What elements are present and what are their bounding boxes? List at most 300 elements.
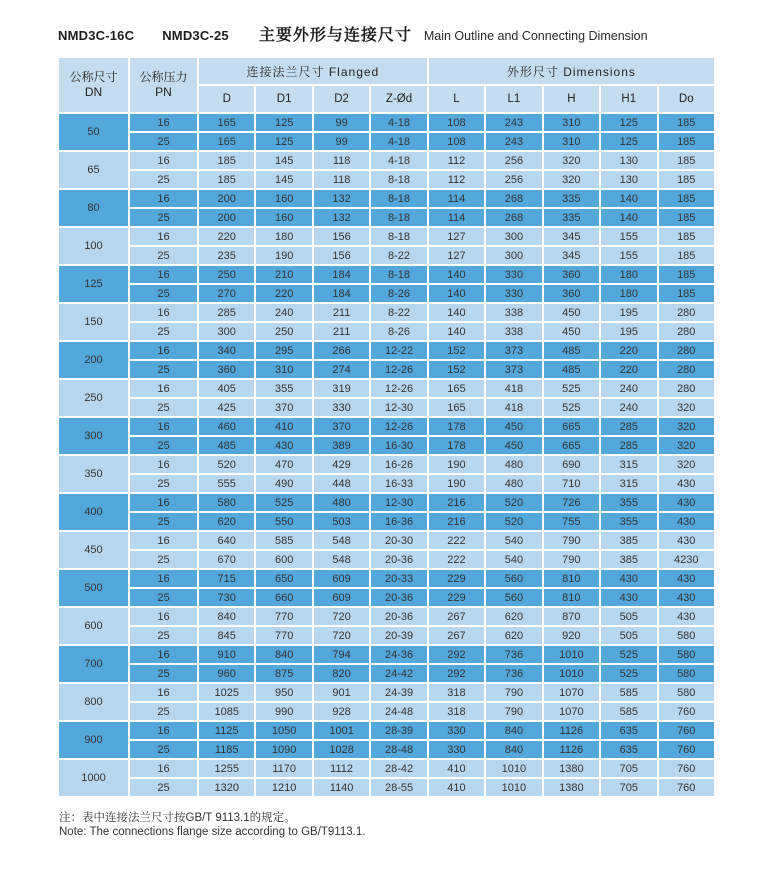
value-cell: 609 [314,589,369,606]
value-cell: 185 [659,209,715,226]
value-cell: 24-48 [371,703,426,720]
value-cell: 125 [256,133,311,150]
footnote-chinese: 注：表中连接法兰尺寸按GB/T 9113.1的规定。 [59,812,296,824]
pn-cell: 16 [130,190,197,207]
value-cell: 580 [659,646,715,663]
value-cell: 1001 [314,722,369,739]
pn-cell: 16 [130,494,197,511]
value-cell: 609 [314,570,369,587]
value-cell: 185 [659,114,715,131]
value-cell: 840 [486,741,541,758]
value-cell: 480 [314,494,369,511]
value-cell: 320 [544,152,599,169]
value-cell: 640 [199,532,254,549]
value-cell: 726 [544,494,599,511]
value-cell: 185 [659,228,715,245]
value-cell: 1255 [199,760,254,777]
value-cell: 211 [314,323,369,340]
footnote [59,811,365,839]
table-row [59,114,714,131]
value-cell: 140 [429,323,484,340]
dn-cell: 200 [59,342,128,378]
value-cell: 790 [544,551,599,568]
value-cell: 28-48 [371,741,426,758]
value-cell: 585 [601,703,656,720]
pn-cell: 25 [130,703,197,720]
dn-cell: 1000 [59,760,128,796]
value-cell: 355 [601,494,656,511]
value-cell: 4230 [659,551,715,568]
value-cell: 114 [429,190,484,207]
model-code-2: NMD3C-25 [162,28,229,43]
value-cell: 840 [256,646,311,663]
dn-cell: 900 [59,722,128,758]
table-row [59,551,714,568]
value-cell: 340 [199,342,254,359]
value-cell: 280 [659,304,715,321]
value-cell: 540 [486,532,541,549]
value-cell: 410 [256,418,311,435]
dn-header-cn: 公称尺寸 [69,70,118,84]
value-cell: 250 [256,323,311,340]
value-cell: 16-26 [371,456,426,473]
value-cell: 256 [486,171,541,188]
value-cell: 665 [544,437,599,454]
table-row [59,570,714,587]
value-cell: 760 [659,779,715,796]
value-cell: 1112 [314,760,369,777]
pn-cell: 16 [130,228,197,245]
pn-cell: 25 [130,627,197,644]
value-cell: 185 [659,190,715,207]
value-cell: 335 [544,190,599,207]
value-cell: 20-36 [371,608,426,625]
value-cell: 24-39 [371,684,426,701]
table-row [59,475,714,492]
dn-cell: 150 [59,304,128,340]
value-cell: 180 [256,228,311,245]
table-row [59,741,714,758]
table-row [59,266,714,283]
value-cell: 125 [601,114,656,131]
value-cell: 268 [486,209,541,226]
table-row [59,190,714,207]
value-cell: 8-22 [371,304,426,321]
value-cell: 1070 [544,703,599,720]
value-cell: 760 [659,741,715,758]
value-cell: 315 [601,475,656,492]
value-cell: 220 [199,228,254,245]
value-cell: 155 [601,228,656,245]
value-cell: 156 [314,247,369,264]
value-cell: 1210 [256,779,311,796]
value-cell: 330 [429,722,484,739]
value-cell: 24-42 [371,665,426,682]
dn-cell: 600 [59,608,128,644]
model-code-1: NMD3C-16C [58,28,135,43]
value-cell: 300 [486,247,541,264]
column-header-l1: L1 [486,86,541,112]
pn-cell: 16 [130,532,197,549]
value-cell: 295 [256,342,311,359]
value-cell: 720 [314,627,369,644]
value-cell: 211 [314,304,369,321]
value-cell: 320 [659,399,715,416]
value-cell: 12-30 [371,494,426,511]
value-cell: 274 [314,361,369,378]
value-cell: 130 [601,171,656,188]
value-cell: 360 [199,361,254,378]
pn-cell: 25 [130,133,197,150]
pn-cell: 16 [130,456,197,473]
pn-cell: 25 [130,437,197,454]
value-cell: 16-33 [371,475,426,492]
value-cell: 112 [429,152,484,169]
column-header-h: H [544,86,599,112]
value-cell: 240 [601,399,656,416]
value-cell: 114 [429,209,484,226]
pn-cell: 25 [130,323,197,340]
pn-cell: 25 [130,475,197,492]
table-row [59,589,714,606]
value-cell: 266 [314,342,369,359]
value-cell: 156 [314,228,369,245]
table-row [59,380,714,397]
value-cell: 360 [544,266,599,283]
value-cell: 270 [199,285,254,302]
value-cell: 20-36 [371,589,426,606]
pn-cell: 25 [130,399,197,416]
value-cell: 315 [601,456,656,473]
value-cell: 267 [429,627,484,644]
value-cell: 165 [199,114,254,131]
table-row [59,133,714,150]
dn-cell: 700 [59,646,128,682]
value-cell: 1028 [314,741,369,758]
value-cell: 145 [256,171,311,188]
column-group-flanged: 连接法兰尺寸 Flanged [199,58,427,84]
value-cell: 320 [659,418,715,435]
value-cell: 318 [429,684,484,701]
table-row [59,703,714,720]
value-cell: 901 [314,684,369,701]
value-cell: 285 [601,418,656,435]
table-row [59,779,714,796]
value-cell: 810 [544,589,599,606]
value-cell: 285 [601,437,656,454]
pn-cell: 16 [130,722,197,739]
value-cell: 155 [601,247,656,264]
value-cell: 8-18 [371,228,426,245]
table-row [59,361,714,378]
table-row [59,627,714,644]
pn-cell: 25 [130,285,197,302]
value-cell: 430 [659,475,715,492]
column-header-d1: D1 [256,86,311,112]
value-cell: 430 [659,494,715,511]
value-cell: 222 [429,551,484,568]
value-cell: 180 [601,285,656,302]
value-cell: 770 [256,627,311,644]
table-row [59,494,714,511]
value-cell: 670 [199,551,254,568]
value-cell: 178 [429,437,484,454]
pn-header-en: PN [155,85,172,99]
value-cell: 485 [544,361,599,378]
value-cell: 300 [199,323,254,340]
column-header-dn [59,58,128,112]
table-row [59,532,714,549]
value-cell: 635 [601,722,656,739]
value-cell: 840 [199,608,254,625]
table-row [59,722,714,739]
value-cell: 20-36 [371,551,426,568]
value-cell: 210 [256,266,311,283]
value-cell: 280 [659,380,715,397]
value-cell: 620 [486,627,541,644]
value-cell: 1050 [256,722,311,739]
value-cell: 373 [486,361,541,378]
value-cell: 540 [486,551,541,568]
value-cell: 8-18 [371,266,426,283]
pn-cell: 16 [130,646,197,663]
value-cell: 760 [659,703,715,720]
value-cell: 620 [199,513,254,530]
value-cell: 470 [256,456,311,473]
value-cell: 690 [544,456,599,473]
value-cell: 875 [256,665,311,682]
value-cell: 1010 [544,665,599,682]
value-cell: 425 [199,399,254,416]
value-cell: 310 [256,361,311,378]
value-cell: 790 [486,684,541,701]
value-cell: 960 [199,665,254,682]
value-cell: 240 [256,304,311,321]
value-cell: 485 [199,437,254,454]
value-cell: 820 [314,665,369,682]
value-cell: 1126 [544,722,599,739]
value-cell: 178 [429,418,484,435]
dn-cell: 500 [59,570,128,606]
table-row [59,456,714,473]
value-cell: 755 [544,513,599,530]
table-row [59,285,714,302]
value-cell: 1170 [256,760,311,777]
value-cell: 318 [429,703,484,720]
value-cell: 600 [256,551,311,568]
value-cell: 950 [256,684,311,701]
value-cell: 430 [659,608,715,625]
table-row [59,684,714,701]
value-cell: 635 [601,741,656,758]
value-cell: 12-26 [371,361,426,378]
footnote-english: Note: The connections flange size according to GB/T9113.1. [59,826,366,838]
value-cell: 480 [486,456,541,473]
value-cell: 229 [429,589,484,606]
value-cell: 330 [429,741,484,758]
value-cell: 1090 [256,741,311,758]
value-cell: 389 [314,437,369,454]
dn-cell: 125 [59,266,128,302]
value-cell: 430 [601,570,656,587]
table-body [59,114,714,796]
table-row [59,342,714,359]
table-row [59,304,714,321]
table-row [59,228,714,245]
value-cell: 548 [314,551,369,568]
value-cell: 229 [429,570,484,587]
value-cell: 760 [659,722,715,739]
column-header-l: L [429,86,484,112]
column-header-do: Do [659,86,715,112]
value-cell: 555 [199,475,254,492]
value-cell: 216 [429,513,484,530]
title-chinese: 主要外形与连接尺寸 [258,27,412,44]
value-cell: 580 [659,684,715,701]
value-cell: 560 [486,570,541,587]
value-cell: 320 [659,437,715,454]
value-cell: 235 [199,247,254,264]
value-cell: 548 [314,532,369,549]
pn-cell: 25 [130,741,197,758]
value-cell: 330 [486,285,541,302]
value-cell: 190 [256,247,311,264]
value-cell: 1380 [544,779,599,796]
column-header-pn [130,58,197,112]
value-cell: 8-18 [371,209,426,226]
value-cell: 165 [199,133,254,150]
value-cell: 185 [659,133,715,150]
column-header-zod: Z-Ød [371,86,426,112]
value-cell: 520 [486,513,541,530]
value-cell: 450 [544,323,599,340]
page-title [58,22,648,45]
value-cell: 195 [601,323,656,340]
column-group-dimensions: 外形尺寸 Dimensions [429,58,714,84]
value-cell: 200 [199,209,254,226]
value-cell: 140 [601,190,656,207]
column-header-d: D [199,86,254,112]
pn-cell: 25 [130,171,197,188]
table-row [59,171,714,188]
dn-cell: 400 [59,494,128,530]
value-cell: 152 [429,342,484,359]
value-cell: 1380 [544,760,599,777]
value-cell: 256 [486,152,541,169]
value-cell: 1126 [544,741,599,758]
value-cell: 335 [544,209,599,226]
value-cell: 99 [314,133,369,150]
value-cell: 185 [199,171,254,188]
value-cell: 243 [486,114,541,131]
value-cell: 220 [256,285,311,302]
value-cell: 112 [429,171,484,188]
value-cell: 355 [601,513,656,530]
value-cell: 430 [659,570,715,587]
value-cell: 1125 [199,722,254,739]
dn-cell: 80 [59,190,128,226]
value-cell: 430 [659,513,715,530]
value-cell: 185 [659,152,715,169]
dn-cell: 800 [59,684,128,720]
value-cell: 450 [486,437,541,454]
value-cell: 920 [544,627,599,644]
value-cell: 405 [199,380,254,397]
value-cell: 1010 [544,646,599,663]
value-cell: 460 [199,418,254,435]
value-cell: 140 [429,304,484,321]
value-cell: 108 [429,133,484,150]
value-cell: 928 [314,703,369,720]
table-row [59,665,714,682]
pn-cell: 16 [130,570,197,587]
value-cell: 216 [429,494,484,511]
pn-cell: 25 [130,247,197,264]
value-cell: 180 [601,266,656,283]
value-cell: 1320 [199,779,254,796]
value-cell: 550 [256,513,311,530]
value-cell: 185 [659,266,715,283]
pn-cell: 25 [130,779,197,796]
value-cell: 505 [601,608,656,625]
value-cell: 118 [314,171,369,188]
value-cell: 345 [544,247,599,264]
value-cell: 790 [544,532,599,549]
pn-header-cn: 公称压力 [139,70,188,84]
value-cell: 790 [486,703,541,720]
value-cell: 770 [256,608,311,625]
value-cell: 845 [199,627,254,644]
value-cell: 310 [544,133,599,150]
value-cell: 503 [314,513,369,530]
value-cell: 450 [544,304,599,321]
value-cell: 16-30 [371,437,426,454]
value-cell: 430 [659,589,715,606]
table-row [59,608,714,625]
value-cell: 736 [486,665,541,682]
pn-cell: 25 [130,665,197,682]
value-cell: 520 [199,456,254,473]
table-header [59,58,714,112]
value-cell: 24-36 [371,646,426,663]
value-cell: 125 [256,114,311,131]
pn-cell: 16 [130,608,197,625]
value-cell: 267 [429,608,484,625]
value-cell: 1070 [544,684,599,701]
value-cell: 12-30 [371,399,426,416]
value-cell: 585 [256,532,311,549]
value-cell: 160 [256,190,311,207]
value-cell: 580 [659,627,715,644]
value-cell: 505 [601,627,656,644]
value-cell: 990 [256,703,311,720]
value-cell: 448 [314,475,369,492]
value-cell: 360 [544,285,599,302]
value-cell: 220 [601,361,656,378]
value-cell: 410 [429,760,484,777]
dimension-table [57,56,716,798]
value-cell: 385 [601,551,656,568]
value-cell: 99 [314,114,369,131]
value-cell: 370 [314,418,369,435]
table-row [59,247,714,264]
value-cell: 195 [601,304,656,321]
value-cell: 650 [256,570,311,587]
value-cell: 20-33 [371,570,426,587]
value-cell: 127 [429,247,484,264]
value-cell: 525 [256,494,311,511]
value-cell: 1010 [486,760,541,777]
